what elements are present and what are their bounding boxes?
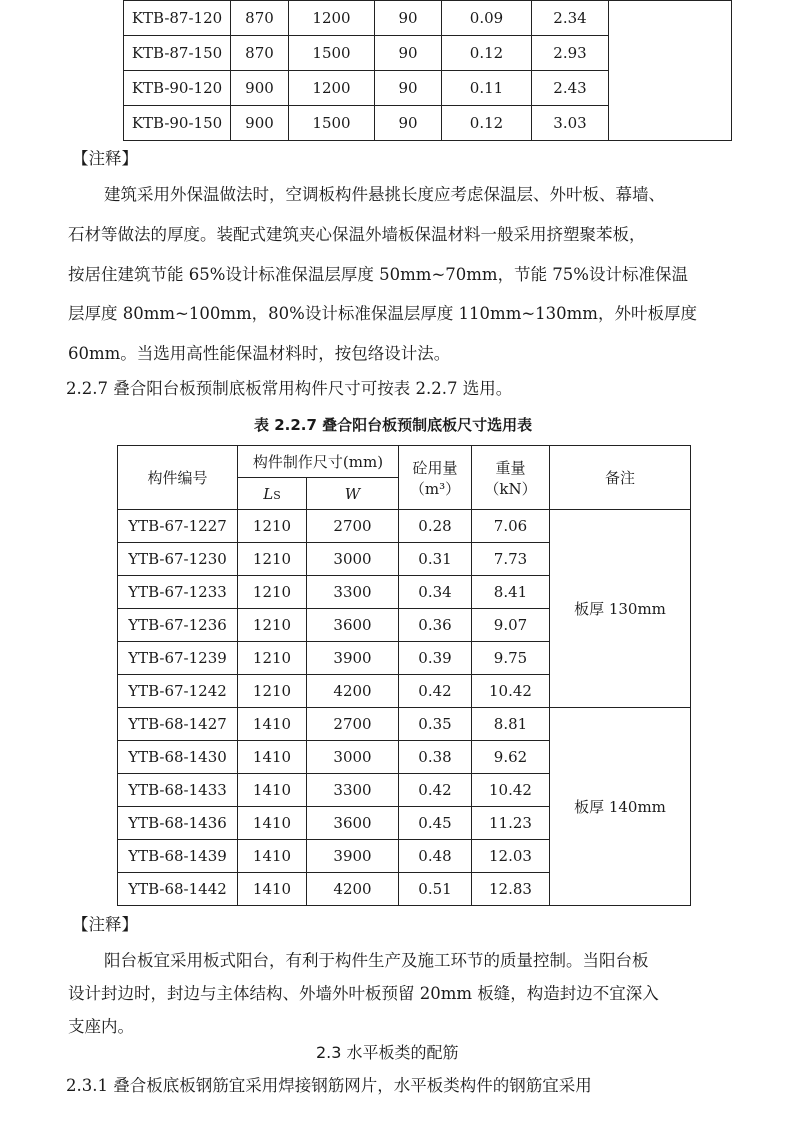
section-heading: 2.3 水平板类的配筋 bbox=[316, 1043, 459, 1062]
table-cell: 870 bbox=[231, 36, 289, 71]
header-ls-main: L bbox=[263, 484, 274, 503]
table-cell: 8.81 bbox=[472, 708, 550, 741]
table-cell: 0.42 bbox=[399, 675, 472, 708]
table-cell: 1410 bbox=[238, 741, 307, 774]
table-cell: 3000 bbox=[307, 741, 399, 774]
table-cell: 1410 bbox=[238, 774, 307, 807]
table-cell: 90 bbox=[375, 36, 442, 71]
header-weight bbox=[472, 446, 550, 510]
table-cell: 1410 bbox=[238, 873, 307, 906]
table-cell: 12.03 bbox=[472, 840, 550, 873]
table-cell: 1410 bbox=[238, 840, 307, 873]
table-cell: KTB-90-120 bbox=[124, 71, 231, 106]
table-cell: 0.28 bbox=[399, 510, 472, 543]
table-cell: YTB-67-1236 bbox=[118, 609, 238, 642]
header-w: W bbox=[307, 478, 399, 510]
table-cell: YTB-68-1442 bbox=[118, 873, 238, 906]
table-cell: YTB-68-1439 bbox=[118, 840, 238, 873]
table-cell: 90 bbox=[375, 71, 442, 106]
note-heading: 【注释】 bbox=[72, 915, 138, 934]
note-line: 石材等做法的厚度。装配式建筑夹心保温外墙板保温材料一般采用挤塑聚苯板， bbox=[68, 225, 646, 244]
header-concrete bbox=[399, 446, 472, 510]
header-weight-unit: （kN） bbox=[484, 479, 537, 498]
table-cell: 0.31 bbox=[399, 543, 472, 576]
table-cell: YTB-68-1433 bbox=[118, 774, 238, 807]
table-row bbox=[118, 510, 691, 543]
table-cell: 4200 bbox=[307, 675, 399, 708]
table-cell: YTB-68-1430 bbox=[118, 741, 238, 774]
note-line: 建筑采用外保温做法时，空调板构件悬挑长度应考虑保温层、外叶板、幕墙、 bbox=[104, 185, 665, 204]
clause-text: 2.2.7 叠合阳台板预制底板常用构件尺寸可按表 2.2.7 选用。 bbox=[66, 379, 513, 398]
table-cell: 9.07 bbox=[472, 609, 550, 642]
table-title: 表 2.2.7 叠合阳台板预制底板尺寸选用表 bbox=[254, 416, 533, 434]
table-cell: 3600 bbox=[307, 807, 399, 840]
table-cell: 2.93 bbox=[532, 36, 609, 71]
table-cell: 900 bbox=[231, 106, 289, 141]
table-cell: 0.12 bbox=[442, 106, 532, 141]
table-cell: 3.03 bbox=[532, 106, 609, 141]
table-cell: 0.42 bbox=[399, 774, 472, 807]
table-row bbox=[124, 1, 732, 36]
header-ls bbox=[238, 478, 307, 510]
note-line: 设计封边时，封边与主体结构、外墙外叶板预留 20mm 板缝，构造封边不宜深入 bbox=[68, 984, 659, 1003]
table-cell: 1210 bbox=[238, 609, 307, 642]
table-cell: 1410 bbox=[238, 708, 307, 741]
table-cell: 1210 bbox=[238, 510, 307, 543]
table-cell: 90 bbox=[375, 1, 442, 36]
table-cell: 3300 bbox=[307, 576, 399, 609]
table-cell: YTB-67-1227 bbox=[118, 510, 238, 543]
table-cell: 4200 bbox=[307, 873, 399, 906]
header-weight-label: 重量 bbox=[495, 458, 526, 477]
header-code: 构件编号 bbox=[118, 446, 238, 510]
table-cell: 1210 bbox=[238, 576, 307, 609]
table-cell: 2700 bbox=[307, 510, 399, 543]
table-cell: YTB-67-1242 bbox=[118, 675, 238, 708]
remark-cell: 板厚 130mm bbox=[550, 510, 691, 708]
table-cell: 3000 bbox=[307, 543, 399, 576]
clause-text: 2.3.1 叠合板底板钢筋宜采用焊接钢筋网片，水平板类构件的钢筋宜采用 bbox=[66, 1076, 592, 1095]
table-cell: 7.06 bbox=[472, 510, 550, 543]
table-cell: 2700 bbox=[307, 708, 399, 741]
table-cell: YTB-68-1436 bbox=[118, 807, 238, 840]
table-cell: YTB-67-1230 bbox=[118, 543, 238, 576]
table-cell: 1500 bbox=[289, 36, 375, 71]
table-cell: YTB-67-1233 bbox=[118, 576, 238, 609]
table-cell: 1210 bbox=[238, 675, 307, 708]
table-cell: 0.51 bbox=[399, 873, 472, 906]
table-cell: 0.38 bbox=[399, 741, 472, 774]
table-cell: YTB-68-1427 bbox=[118, 708, 238, 741]
note-line: 支座内。 bbox=[68, 1017, 134, 1036]
header-concrete-unit: （m³） bbox=[409, 479, 461, 498]
table-cell: 8.41 bbox=[472, 576, 550, 609]
balcony-slab-table bbox=[117, 445, 691, 906]
table-cell: 1500 bbox=[289, 106, 375, 141]
table-row bbox=[118, 708, 691, 741]
note-heading: 【注释】 bbox=[72, 149, 138, 168]
remark-cell: 板厚 140mm bbox=[550, 708, 691, 906]
table-cell: 1410 bbox=[238, 807, 307, 840]
table-cell: 1200 bbox=[289, 71, 375, 106]
table-cell: 7.73 bbox=[472, 543, 550, 576]
note-line: 层厚度 80mm~100mm，80%设计标准保温层厚度 110mm~130mm，外叶板厚度 bbox=[68, 304, 697, 323]
table-cell: 9.75 bbox=[472, 642, 550, 675]
header-size-group: 构件制作尺寸(mm) bbox=[238, 446, 399, 478]
table-cell: 0.11 bbox=[442, 71, 532, 106]
table-cell: 0.36 bbox=[399, 609, 472, 642]
table-cell: 870 bbox=[231, 1, 289, 36]
table-cell: KTB-87-120 bbox=[124, 1, 231, 36]
table-cell: 900 bbox=[231, 71, 289, 106]
table-cell: 0.39 bbox=[399, 642, 472, 675]
table-cell: 12.83 bbox=[472, 873, 550, 906]
table-cell: 1210 bbox=[238, 642, 307, 675]
table-cell: 3300 bbox=[307, 774, 399, 807]
table-cell: 0.45 bbox=[399, 807, 472, 840]
header-ls-sub: S bbox=[273, 488, 281, 502]
table-cell: 90 bbox=[375, 106, 442, 141]
table-cell: 2.43 bbox=[532, 71, 609, 106]
table-cell: 3900 bbox=[307, 840, 399, 873]
table-cell: 9.62 bbox=[472, 741, 550, 774]
table-cell: 2.34 bbox=[532, 1, 609, 36]
table-cell: 10.42 bbox=[472, 675, 550, 708]
table-cell: 3600 bbox=[307, 609, 399, 642]
top-continuation-table bbox=[123, 0, 732, 141]
table-cell: 0.34 bbox=[399, 576, 472, 609]
table-cell bbox=[609, 1, 732, 141]
table-cell: 0.48 bbox=[399, 840, 472, 873]
table-cell: 0.09 bbox=[442, 1, 532, 36]
table-cell: 10.42 bbox=[472, 774, 550, 807]
header-remark: 备注 bbox=[550, 446, 691, 510]
table-cell: KTB-87-150 bbox=[124, 36, 231, 71]
note-line: 60mm。当选用高性能保温材料时，按包络设计法。 bbox=[68, 344, 451, 363]
note-line: 按居住建筑节能 65%设计标准保温层厚度 50mm~70mm，节能 75%设计标准保温 bbox=[68, 265, 688, 284]
table-cell: 0.35 bbox=[399, 708, 472, 741]
table-cell: KTB-90-150 bbox=[124, 106, 231, 141]
header-concrete-label: 砼用量 bbox=[412, 458, 458, 477]
table-cell: 0.12 bbox=[442, 36, 532, 71]
note-line: 阳台板宜采用板式阳台，有利于构件生产及施工环节的质量控制。当阳台板 bbox=[104, 951, 649, 970]
table-cell: 3900 bbox=[307, 642, 399, 675]
table-cell: 1200 bbox=[289, 1, 375, 36]
table-cell: YTB-67-1239 bbox=[118, 642, 238, 675]
table-cell: 11.23 bbox=[472, 807, 550, 840]
table-cell: 1210 bbox=[238, 543, 307, 576]
table-header-row bbox=[118, 446, 691, 478]
